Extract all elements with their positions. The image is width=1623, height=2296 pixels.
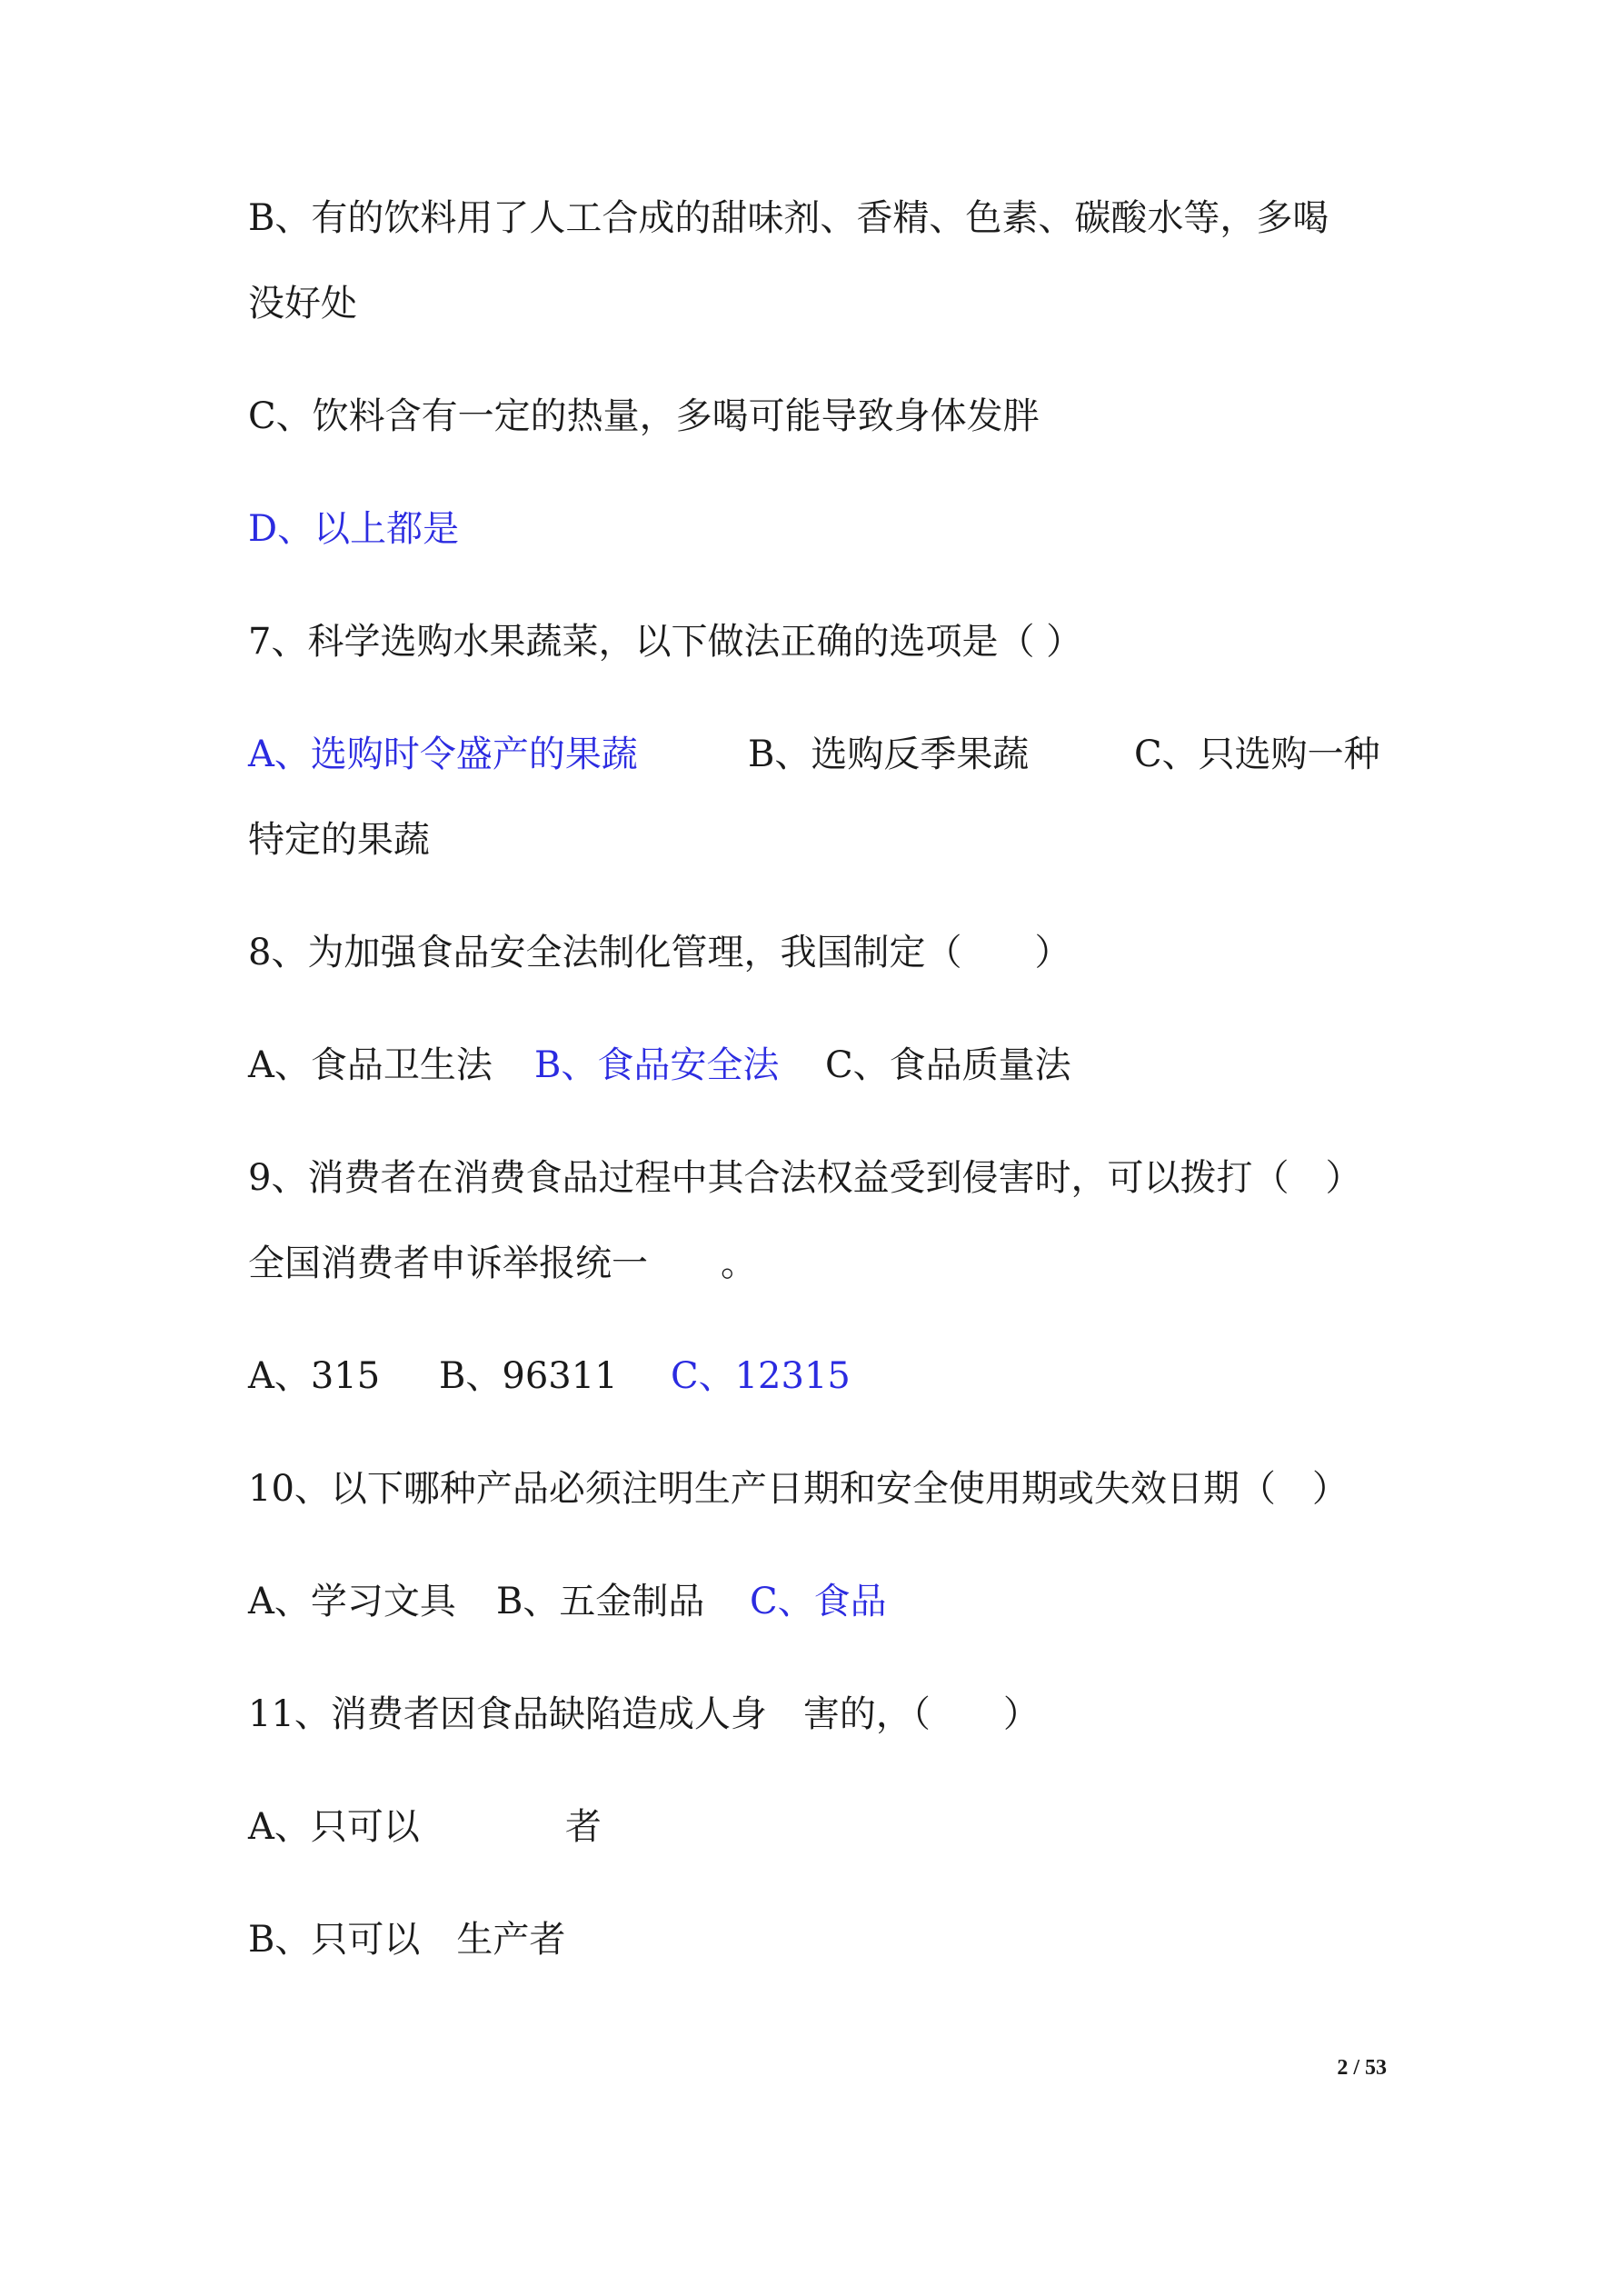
q7-option-c: C、只选购一种 <box>1134 734 1380 775</box>
q6-option-b-line2: 没好处 <box>248 283 357 324</box>
q11-option-b: B、只可以 生产者 <box>248 1919 566 1961</box>
q6-option-c: C、饮料含有一定的热量，多喝可能导致身体发胖 <box>248 395 1040 437</box>
q8-stem: 8、为加强食品安全法制化管理，我国制定（ ） <box>248 932 1071 973</box>
q9-stem-line2: 全国消费者申诉举报统一 。 <box>248 1243 757 1284</box>
q7-option-a-answer: A、选购时令盛产的果蔬 <box>248 734 638 775</box>
q10-option-c-answer: C、食品 <box>750 1581 887 1622</box>
q6-option-b-line1: B、有的饮料用了人工合成的甜味剂、香精、色素、碳酸水等，多喝 <box>248 197 1329 239</box>
q10-option-b: B、五金制品 <box>496 1581 705 1622</box>
q7-options-row <box>248 733 1393 776</box>
q9-option-b: B、96311 <box>439 1355 618 1397</box>
q11-stem: 11、消费者因食品缺陷造成人身 害的，（ ） <box>248 1693 1040 1735</box>
page-number: 2 / 53 <box>1337 2056 1387 2080</box>
q8-options-row <box>248 1043 1157 1087</box>
q9-option-c-answer: C、12315 <box>671 1355 851 1397</box>
q10-stem: 10、以下哪种产品必须注明生产日期和安全使用期或失效日期（ ） <box>248 1468 1349 1510</box>
q11-option-a: A、只可以 者 <box>248 1806 602 1848</box>
q9-stem-line1: 9、消费者在消费食品过程中其合法权益受到侵害时，可以拨打（ ） <box>248 1157 1362 1199</box>
q10-option-a: A、学习文具 <box>248 1581 456 1622</box>
q8-option-a: A、食品卫生法 <box>248 1044 493 1086</box>
q6-option-d-answer: D、以上都是 <box>248 508 460 550</box>
q8-option-b-answer: B、食品安全法 <box>534 1044 780 1086</box>
q10-options-row <box>248 1580 975 1623</box>
q7-stem: 7、科学选购水果蔬菜，以下做法正确的选项是（ ） <box>248 621 1083 663</box>
q9-options-row <box>248 1354 975 1398</box>
q9-option-a: A、315 <box>248 1355 381 1397</box>
q7-option-b: B、选购反季果蔬 <box>748 734 1030 775</box>
q8-option-c: C、食品质量法 <box>825 1044 1071 1086</box>
q7-option-c-cont: 特定的果蔬 <box>248 819 430 861</box>
